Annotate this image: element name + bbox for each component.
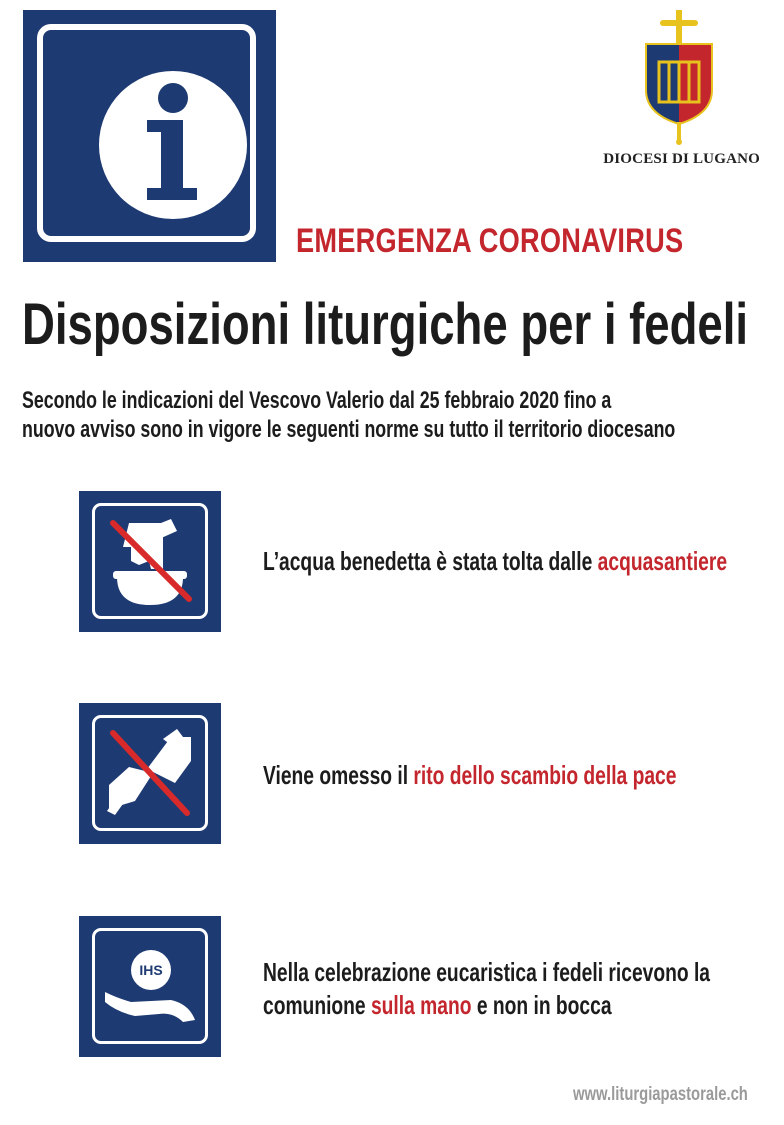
communion-in-hand-icon [79,916,221,1057]
intro-line: Secondo le indicazioni del Vescovo Valerio dal 25 febbraio 2020 fino a [22,387,612,414]
rule-communion-text [263,956,710,1022]
rule-text-line: Nella celebrazione eucaristica i fedeli ricevono la [263,957,710,987]
emergency-heading: EMERGENZA CORONAVIRUS [296,222,684,260]
no-holy-water-icon [79,491,221,632]
info-icon [23,10,276,262]
rule-text-line [263,989,710,1022]
rule-text-highlight: sulla mano [370,990,472,1020]
page-title: Disposizioni liturgiche per i fedeli [22,292,749,357]
diocese-name: DIOCESI DI LUGANO [603,151,760,167]
communion-in-hand-icon-box [79,916,221,1057]
rule-peace-sign-text [263,759,676,792]
info-icon-box [23,10,276,262]
rule-text-plain: comunione [263,990,371,1020]
rule-text-highlight: acquasantiere [597,546,728,576]
no-holy-water-icon-box [79,491,221,632]
intro-line: nuovo avviso sono in vigore le seguenti norme su tutto il territorio diocesano [22,416,676,443]
host-label: IHS [139,962,163,978]
no-handshake-icon [79,703,221,844]
rule-text-plain: e non in bocca [471,990,612,1020]
intro-text [22,386,675,444]
diocese-coat-of-arms-logo [640,10,718,145]
rule-text-highlight: rito dello scambio della pace [413,760,677,790]
no-handshake-icon-box [79,703,221,844]
rule-holy-water-text [263,545,727,578]
website-link[interactable]: www.liturgiapastorale.ch [573,1084,748,1105]
rule-text-plain: L’acqua benedetta è stata tolta dalle [263,546,598,576]
rule-text-plain: Viene omesso il [263,760,414,790]
